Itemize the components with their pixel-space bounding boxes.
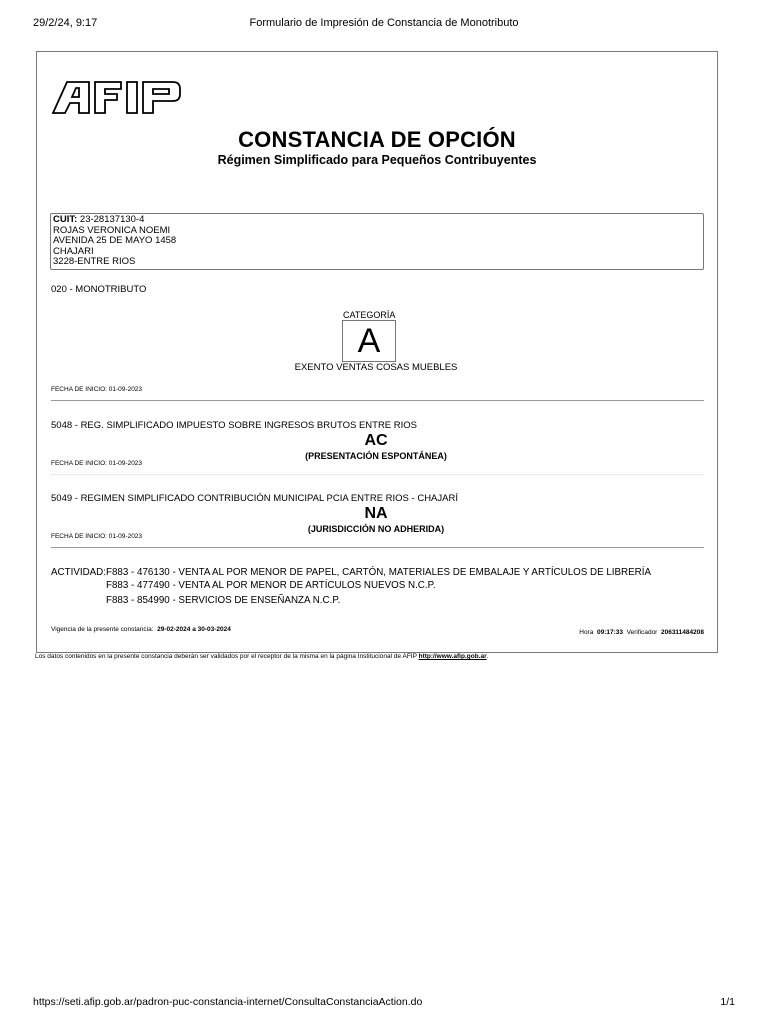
document-title: CONSTANCIA DE OPCIÓN	[238, 127, 516, 152]
monotributo-start-date: FECHA DE INICIO: 01-09-2023	[51, 386, 143, 393]
taxpayer-postal-province: 3228-ENTRE RIOS	[53, 256, 136, 268]
taxpayer-city: CHAJARI	[53, 245, 94, 257]
footer-note	[35, 653, 488, 660]
time-label: Hora	[579, 629, 594, 636]
print-url: https://seti.afip.gob.ar/padron-puc-constancia-internet/ConsultaConstanciaAction.do	[33, 996, 423, 1008]
provincial-code-desc: (PRESENTACIÓN ESPONTÁNEA)	[305, 451, 447, 461]
municipal-code-desc: (JURISDICCIÓN NO ADHERIDA)	[307, 524, 445, 534]
verifier-label: Verificador	[626, 629, 658, 636]
category-note: EXENTO VENTAS COSAS MUEBLES	[294, 362, 458, 373]
validity-connector: a	[192, 626, 196, 633]
cuit-value: 23-28137130-4	[79, 214, 145, 225]
afip-logo	[51, 79, 183, 120]
validity-from: 29-02-2024	[157, 626, 191, 633]
taxpayer-address: AVENIDA 25 DE MAYO 1458	[53, 235, 177, 247]
activity-label: ACTIVIDAD:	[51, 567, 106, 578]
validity-to: 30-03-2024	[197, 626, 231, 633]
activity-item: F883 - 854990 - SERVICIOS DE ENSEÑANZA N.C.P.	[106, 595, 341, 606]
taxpayer-name: ROJAS VERONICA NOEMI	[53, 224, 171, 236]
validity-line	[51, 626, 231, 633]
provincial-regime: 5048 - REG. SIMPLIFICADO IMPUESTO SOBRE INGRESOS BRUTOS ENTRE RIOS	[51, 420, 418, 431]
document-subtitle: Régimen Simplificado para Pequeños Contribuyentes	[217, 153, 537, 167]
provincial-start-date: FECHA DE INICIO: 01-09-2023	[51, 460, 143, 467]
footer-period: .	[486, 653, 489, 660]
taxpayer-box	[50, 213, 704, 270]
category-label: CATEGORÍA	[343, 310, 396, 320]
divider	[51, 547, 704, 548]
print-page-title: Formulario de Impresión de Constancia de Monotributo	[249, 17, 519, 29]
verifier-value: 206311484208	[660, 629, 704, 636]
validity-label: Vigencia de la presente constancia:	[51, 626, 154, 633]
time-value: 09:17:33	[596, 629, 623, 636]
municipal-regime: 5049 - REGIMEN SIMPLIFICADO CONTRIBUCIÓN MUNICIPAL PCIA ENTRE RIOS - CHAJARÍ	[51, 493, 458, 504]
divider-light	[51, 474, 704, 475]
afip-logo-icon	[51, 79, 183, 115]
print-datetime: 29/2/24, 9:17	[33, 17, 98, 29]
cuit-line	[53, 215, 701, 226]
municipal-code: NA	[364, 505, 388, 522]
print-page-number: 1/1	[720, 996, 735, 1008]
municipal-start-date: FECHA DE INICIO: 01-09-2023	[51, 533, 143, 540]
monotributo-regime: 020 - MONOTRIBUTO	[51, 284, 147, 295]
cuit-label: CUIT:	[53, 214, 78, 225]
verification-line	[579, 629, 704, 636]
activity-item: F883 - 476130 - VENTA AL POR MENOR DE PAPEL, CARTÓN, MATERIALES DE EMBALAJE Y ARTÍCULOS DE LIBRERÍA	[106, 567, 651, 578]
afip-link[interactable]: http://www.afip.gob.ar	[418, 653, 487, 660]
provincial-code: AC	[364, 432, 388, 449]
footer-note-text: Los datos contenidos en la presente constancia deberán ser validados por el receptor de la misma en la página Institucional de AFIP	[35, 653, 417, 660]
divider	[51, 400, 704, 401]
category-box: A	[342, 320, 396, 362]
activity-item: F883 - 477490 - VENTA AL POR MENOR DE ARTÍCULOS NUEVOS N.C.P.	[106, 580, 436, 591]
